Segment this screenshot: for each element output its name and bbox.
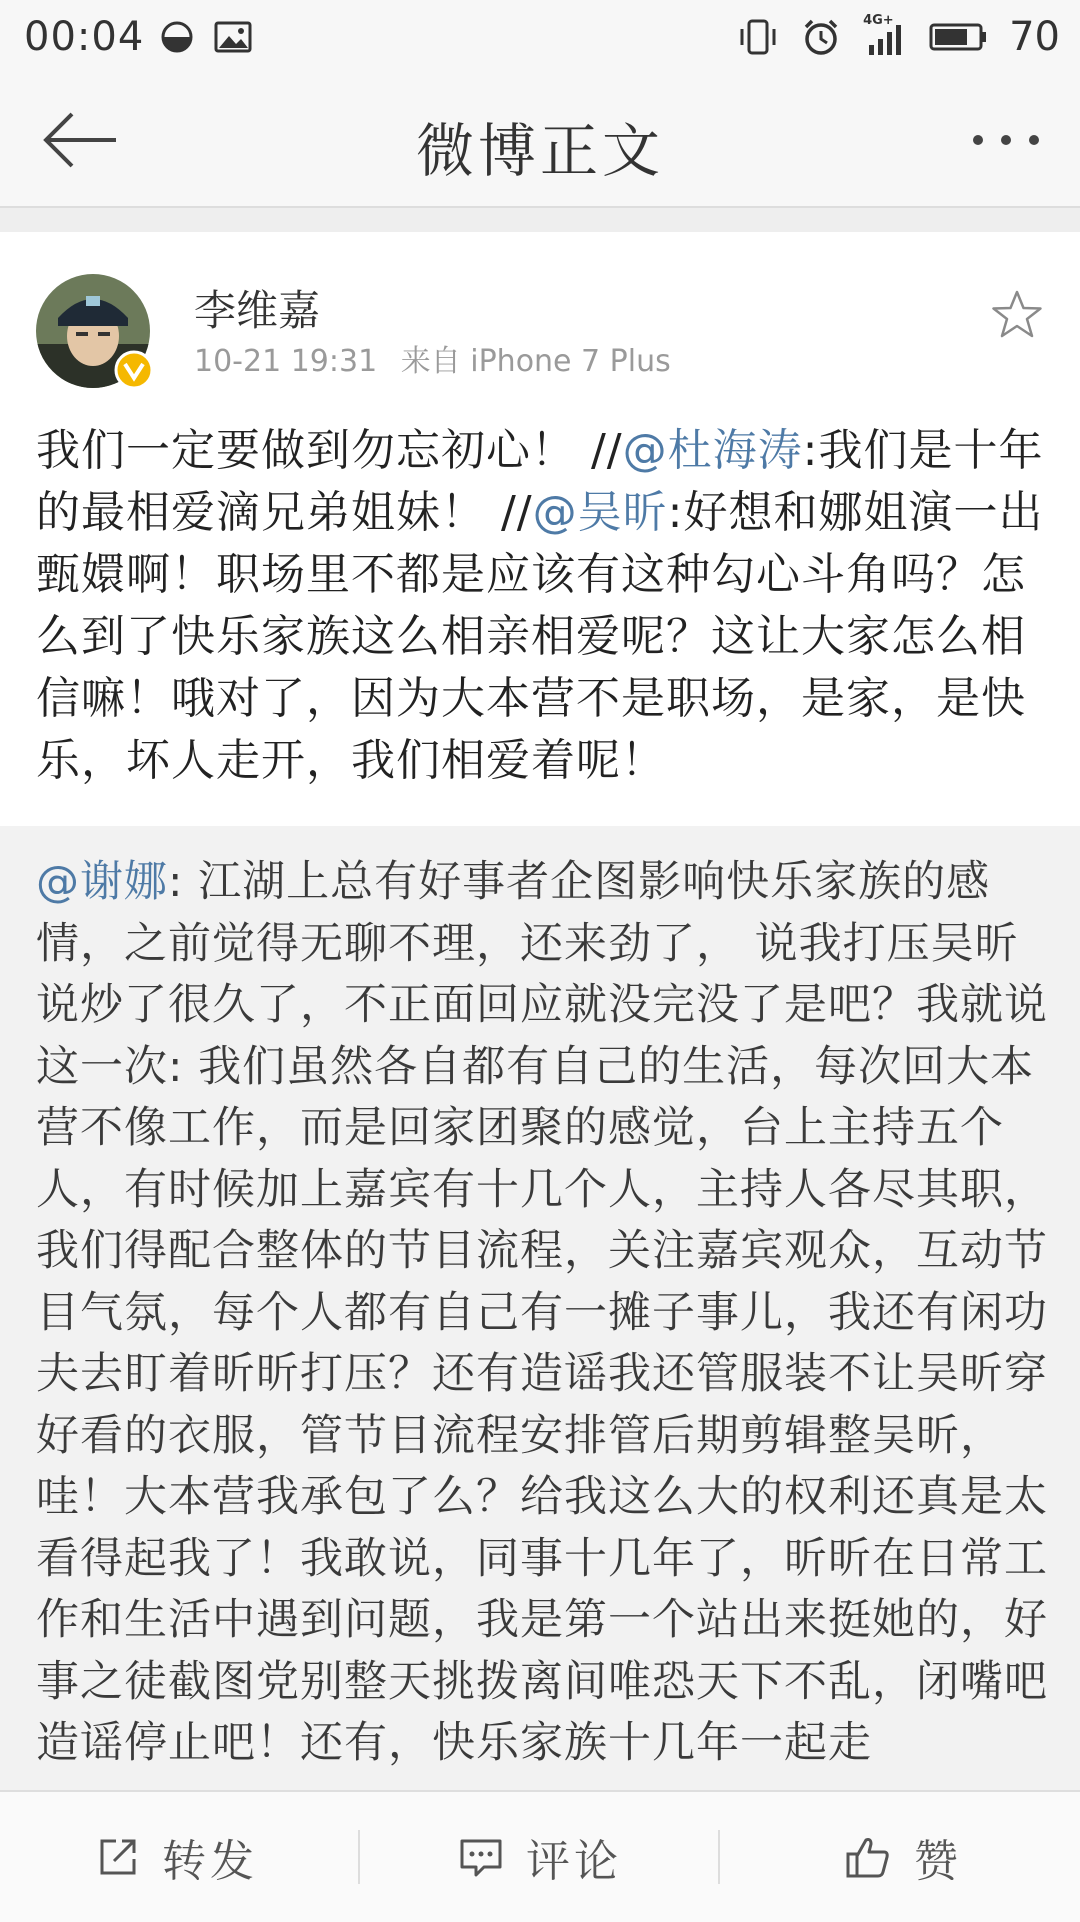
half-moon-icon [160, 20, 194, 54]
mention-link[interactable]: @吴昕 [532, 487, 668, 538]
vibrate-icon [737, 17, 779, 57]
favorite-star-icon[interactable] [990, 288, 1044, 342]
battery-icon [929, 22, 987, 52]
post-source: 来自 iPhone 7 Plus [400, 344, 671, 379]
signal-icon [863, 13, 907, 57]
forward-icon [96, 1835, 140, 1879]
network-type: 4G+ [863, 13, 894, 28]
section-divider [0, 208, 1080, 232]
action-toolbar [0, 1790, 1080, 1922]
alarm-icon [801, 17, 841, 57]
page-title: 微博正文 [415, 117, 664, 185]
nav-bar [0, 74, 1080, 208]
post-header [0, 232, 1080, 408]
author-name[interactable]: 李维嘉 [194, 286, 321, 335]
mention-link[interactable]: @谢娜 [36, 857, 168, 907]
like-label: 赞 [914, 1836, 962, 1887]
comment-button[interactable] [458, 1792, 622, 1922]
retweeted-post[interactable] [0, 826, 1080, 1790]
post-text-part-3: :好想和娜姐演一出甄嬛啊！职场里不都是应该有这种勾心斗角吗？怎么到了快乐家族这么相亲相爱呢？这让大家怎么相信嘛！哦对了，因为大本营不是职场，是家，是快乐，坏人走开，我们相爱着呢！ [36, 487, 1044, 786]
toolbar-divider [718, 1830, 720, 1884]
status-bar [0, 0, 1080, 74]
status-time: 00:04 [24, 14, 145, 60]
post-text-part-1: 我们一定要做到勿忘初心！ // [36, 425, 623, 476]
retweeted-body: : 江湖上总有好事者企图影响快乐家族的感情，之前觉得无聊不理，还来劲了， 说我打压吴昕说炒了很久了，不正面回应就没完没了是吧？我就说这一次: 我们虽然各自都有自己的生活，每次回大本营不像工作，而是回家团聚的感觉，台上主持五个人，有时候加上嘉宾有十几个人，主持人各尽其职，我们得配合整体的节目流程，关注嘉宾观众，互动节目气氛，每个人都有自己有一摊子事儿，我还有闲功夫去盯着昕昕打压？还有造谣我还管服装不让吴昕穿好看的衣服，管节目流程安排管后期剪辑整吴昕，哇！大本营我承包了么？给我这么大的权利还真是太看得起我了！我敢说，同事十几年了，昕昕在日常工作和生活中遇到问题，我是第一个站出来挺她的，好事之徒截图党别整天挑拨离间唯恐天下不乱，闭嘴吧造谣停止吧！还有，快乐家族十几年一起走 [36, 857, 1048, 1768]
status-left-icons [160, 20, 252, 54]
mention-link[interactable]: @杜海涛 [622, 425, 803, 476]
battery-level: 70 [1009, 14, 1060, 60]
verified-badge-icon [114, 350, 154, 390]
retweeted-text [36, 852, 1048, 1775]
toolbar-divider [358, 1830, 360, 1884]
post-text-part-2: :我们是十年的最相爱滴兄弟姐妹！ // [36, 425, 1044, 538]
post-meta [194, 336, 671, 380]
post-text [36, 420, 1048, 792]
image-icon [214, 20, 252, 54]
comment-label: 评论 [526, 1836, 622, 1887]
post-time: 10-21 19:31 [194, 344, 378, 379]
more-button[interactable] [966, 118, 1046, 162]
forward-button[interactable] [96, 1792, 258, 1922]
comment-icon [458, 1835, 504, 1879]
like-button[interactable] [844, 1792, 962, 1922]
forward-label: 转发 [162, 1836, 258, 1887]
more-dots-icon [966, 118, 1046, 162]
thumbs-up-icon [844, 1834, 892, 1880]
status-right-icons [737, 14, 1060, 60]
